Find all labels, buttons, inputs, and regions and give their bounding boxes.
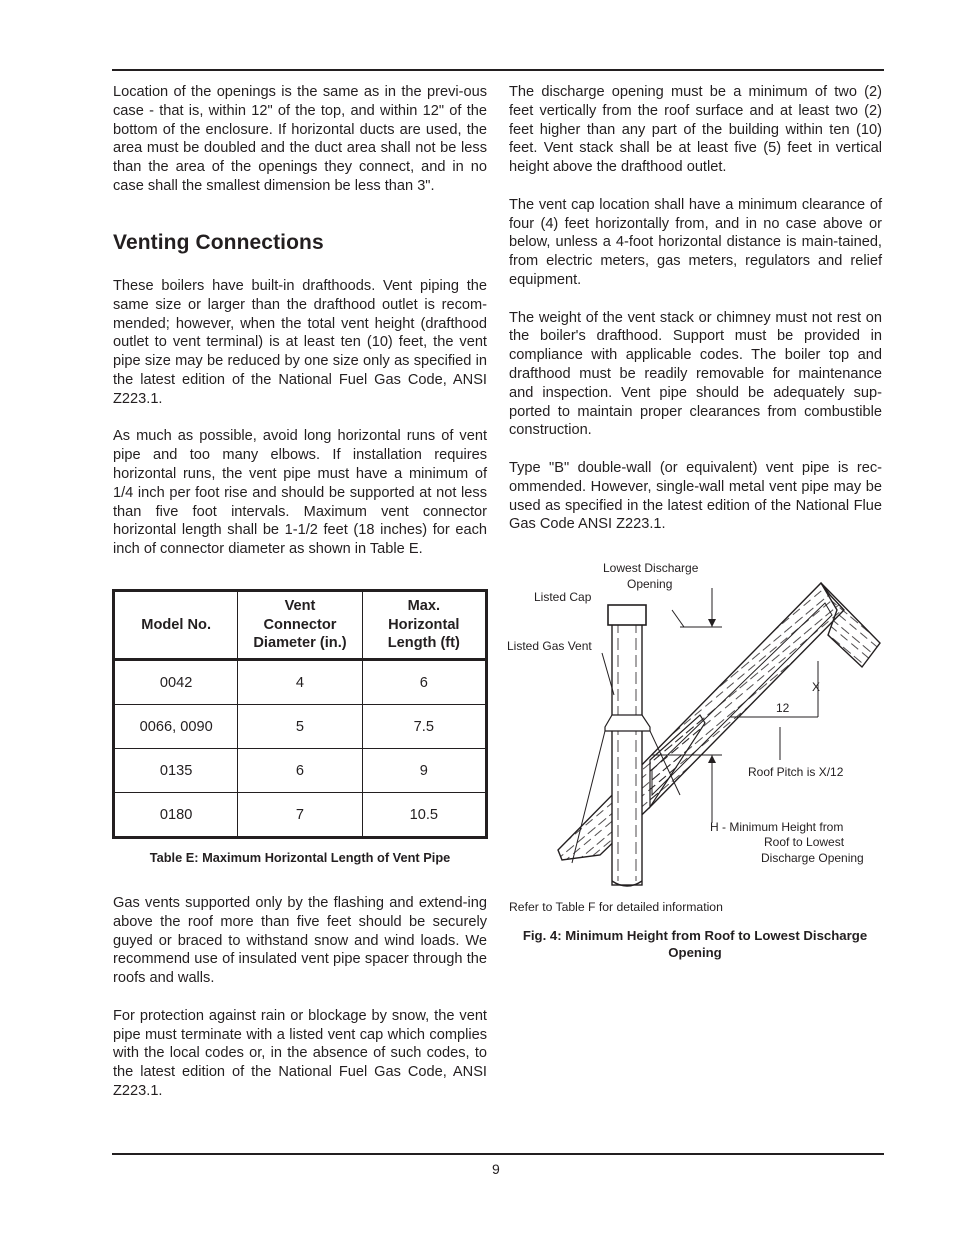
cell-model: 0042	[114, 660, 238, 705]
table-row	[114, 793, 487, 838]
label-roof-pitch: Roof Pitch is X/12	[748, 765, 844, 779]
figure-caption: Fig. 4: Minimum Height from Roof to Lowest Discharge Opening	[522, 928, 868, 960]
top-rule	[112, 69, 884, 71]
vent-type-paragraph: Type "B" double-wall (or equivalent) vent pipe is rec-ommended. However, single-wall metal vent pipe may be used as specified in the latest edition of the National Flue Gas Code ANSI Z223.1.	[509, 459, 882, 533]
label-lowest-discharge: Lowest Discharge	[603, 561, 699, 575]
intro-paragraph: Location of the openings is the same as in the previ-ous case - that is, within 12" of the top, and within 12" of the bottom of the enclosure. If horizontal ducts are used, the area must be doubled and the duct area shall not be less than the area of the openings they connect, and in no case shall the smallest dimension be less than 3".	[113, 84, 487, 194]
cell-length: 9	[362, 749, 486, 793]
left-column	[113, 83, 487, 196]
rain-paragraph: For protection against rain or blockage by snow, the vent pipe must terminate with a listed vent cap which complies with the local codes or, in the absence of such codes, to the latest edition of the National Fuel Gas Code, ANSI Z223.1.	[113, 1007, 487, 1099]
venting-paragraph-1: These boilers have built-in drafthoods. Vent piping the same size or larger than the drafthood outlet is recom-mended; however, when the total vent height (drafthood outlet to vent terminal) is at least ten (10) feet, the vent pipe size may be reduced by one size only as specified in the latest edition of the National Fuel Gas Code, ANSI Z223.1.	[113, 278, 487, 407]
section-heading: Venting Connections	[113, 231, 324, 254]
vent-cap-paragraph: The vent cap location shall have a minimum clearance of four (4) feet horizontally from, and in no case above or below, unless a 4-foot horizontal distance is main-tained, from electric meters, gas meters, regulators and relief equipment.	[509, 196, 882, 288]
flashing-paragraph: Gas vents supported only by the flashing and extend-ing above the roof more than five feet should be securely guyed or braced to withstand snow and wind loads. We recommend use of insulated vent pipe spacer through the roofs and walls.	[113, 895, 487, 987]
label-listed-gas-vent: Listed Gas Vent	[507, 639, 592, 653]
cell-diameter: 6	[238, 749, 362, 793]
vent-length-table	[112, 589, 488, 839]
cell-model: 0066, 0090	[114, 705, 238, 749]
weight-paragraph: The weight of the vent stack or chimney must not rest on the boiler's drafthood. Support must be provided in compliance with applicable codes. The boiler top and drafthood must be readily removable for maintenance and inspection. Vent pipe should be adequately sup-ported to maintain proper clearances from combustible construction.	[509, 309, 882, 439]
table-row	[114, 749, 487, 793]
roof-vent-diagram	[500, 555, 900, 895]
discharge-leader	[672, 610, 684, 627]
discharge-paragraph: The discharge opening must be a minimum of two (2) feet vertically from the roof surface and at least two (2) feet higher than any part of the building within ten (10) feet. Vent stack shall be at least five (5) feet in vertical height above the drafthood outlet.	[509, 84, 882, 176]
listed-cap	[608, 605, 646, 625]
header-length: Max. Horizontal Length (ft)	[362, 591, 486, 660]
label-h-1: H - Minimum Height from	[710, 820, 844, 834]
cell-length: 10.5	[362, 793, 486, 838]
table-caption: Table E: Maximum Horizontal Length of Vent Pipe	[149, 850, 451, 865]
cell-model: 0135	[114, 749, 238, 793]
label-lowest-discharge-2: Opening	[627, 577, 673, 591]
cell-model: 0180	[114, 793, 238, 838]
cell-length: 6	[362, 660, 486, 705]
table-row	[114, 660, 487, 705]
left-paragraphs	[113, 277, 487, 559]
table-header-row	[114, 591, 487, 660]
bottom-rule	[112, 1153, 884, 1155]
cell-length: 7.5	[362, 705, 486, 749]
cell-diameter: 7	[238, 793, 362, 838]
header-model: Model No.	[114, 591, 238, 660]
left-lower-paragraphs	[113, 894, 487, 1101]
right-column	[509, 83, 882, 534]
label-h-2: Roof to Lowest	[764, 835, 845, 849]
table-row	[114, 705, 487, 749]
cell-diameter: 4	[238, 660, 362, 705]
flashing-collar	[605, 715, 650, 731]
label-12: 12	[776, 701, 790, 715]
h-arrowhead	[708, 755, 716, 763]
discharge-arrowhead	[708, 619, 716, 627]
venting-paragraph-2: As much as possible, avoid long horizontal runs of vent pipe and too many elbows. If installation requires horizontal runs, the vent pipe must have a minimum of 1/4 inch per foot rise and should be supported at not less than five foot intervals. Maximum vent connector horizontal length shall be 1-1/2 feet (18 inches) for each inch of connector diameter as shown in Table E.	[113, 428, 487, 558]
cell-diameter: 5	[238, 705, 362, 749]
label-x: X	[812, 680, 821, 694]
vent-pipe	[612, 617, 642, 885]
page-number: 9	[492, 1161, 500, 1177]
header-diameter: Vent Connector Diameter (in.)	[238, 591, 362, 660]
figure-note: Refer to Table F for detailed information	[509, 900, 723, 914]
label-h-3: Discharge Opening	[761, 851, 864, 865]
label-listed-cap: Listed Cap	[534, 590, 592, 604]
